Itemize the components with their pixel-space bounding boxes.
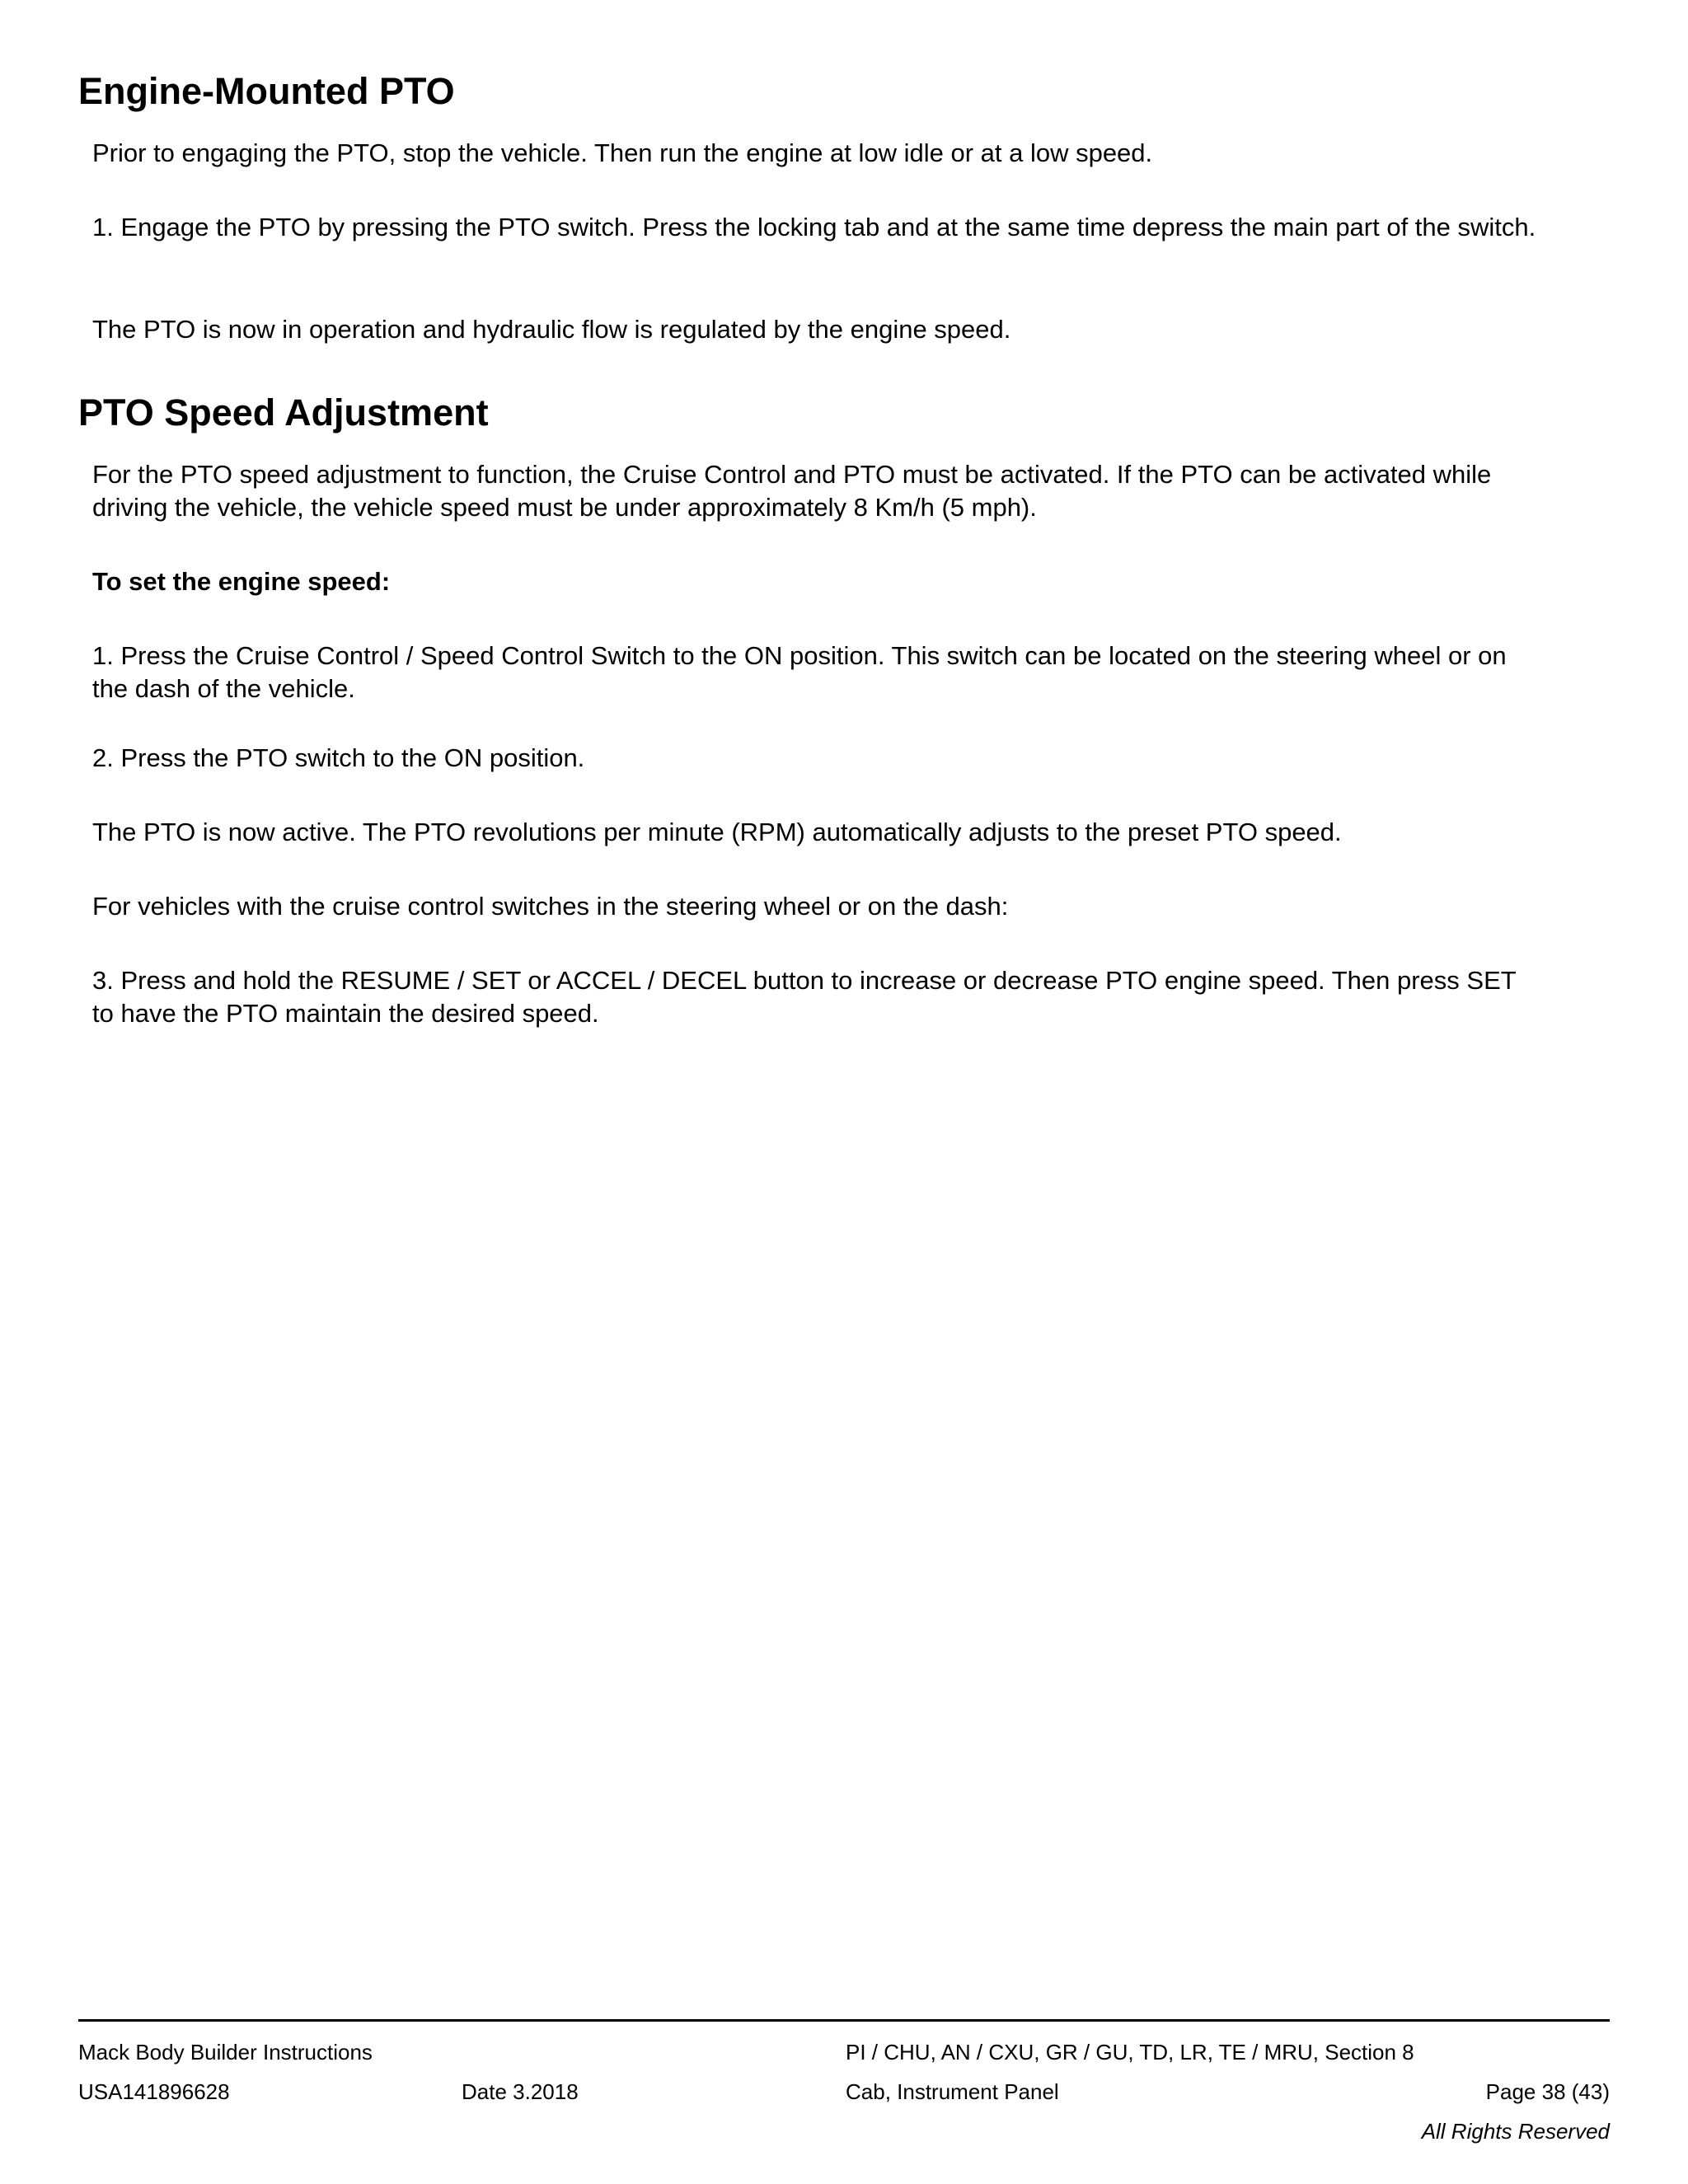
footer-page-number: Page 38 (43) (1485, 2079, 1610, 2104)
paragraph-step-2-pto-switch: 2. Press the PTO switch to the ON position. (92, 743, 585, 772)
paragraph-pto-in-operation: The PTO is now in operation and hydraulic flow is regulated by the engine speed. (92, 315, 1011, 344)
footer-publication: Mack Body Builder Instructions (78, 2040, 373, 2064)
paragraph-vehicles-cruise-switches: For vehicles with the cruise control switches in the steering wheel or on the dash: (92, 892, 1009, 921)
paragraph-speed-adjustment-requirements: For the PTO speed adjustment to function, the Cruise Control and PTO must be activated. If the PTO can be activated while driving the vehicle, the vehicle speed must be under approximately 8 Km/h (5 mph). (92, 460, 1492, 522)
subheading-set-engine-speed: To set the engine speed: (92, 567, 391, 596)
footer-date: Date 3.2018 (462, 2079, 579, 2104)
paragraph-pto-active: The PTO is now active. The PTO revolutions per minute (RPM) automatically adjusts to the preset PTO speed. (92, 818, 1342, 846)
paragraph-pto-prior-engaging: Prior to engaging the PTO, stop the vehicle. Then run the engine at low idle or at a low speed. (92, 138, 1153, 167)
footer-chapter: Cab, Instrument Panel (846, 2079, 1059, 2104)
footer-models: PI / CHU, AN / CXU, GR / GU, TD, LR, TE / MRU, Section 8 (846, 2040, 1414, 2064)
paragraph-pto-step-1-engage: 1. Engage the PTO by pressing the PTO switch. Press the locking tab and at the same time depress the main part of the switch. (92, 213, 1536, 241)
heading-pto-speed-adjustment: PTO Speed Adjustment (78, 391, 489, 434)
footer-rights: All Rights Reserved (1421, 2119, 1610, 2144)
footer-divider (78, 2019, 1610, 2022)
heading-engine-mounted-pto: Engine-Mounted PTO (78, 70, 455, 112)
paragraph-step-1-cruise-control: 1. Press the Cruise Control / Speed Control Switch to the ON position. This switch can be located on the steering wheel or on the dash of the vehicle. (92, 641, 1507, 703)
footer-doc-number: USA141896628 (78, 2079, 230, 2104)
paragraph-step-3-resume-set: 3. Press and hold the RESUME / SET or ACCEL / DECEL button to increase or decrease PTO engine speed. Then press SET to have the PTO maintain the desired speed. (92, 966, 1517, 1028)
